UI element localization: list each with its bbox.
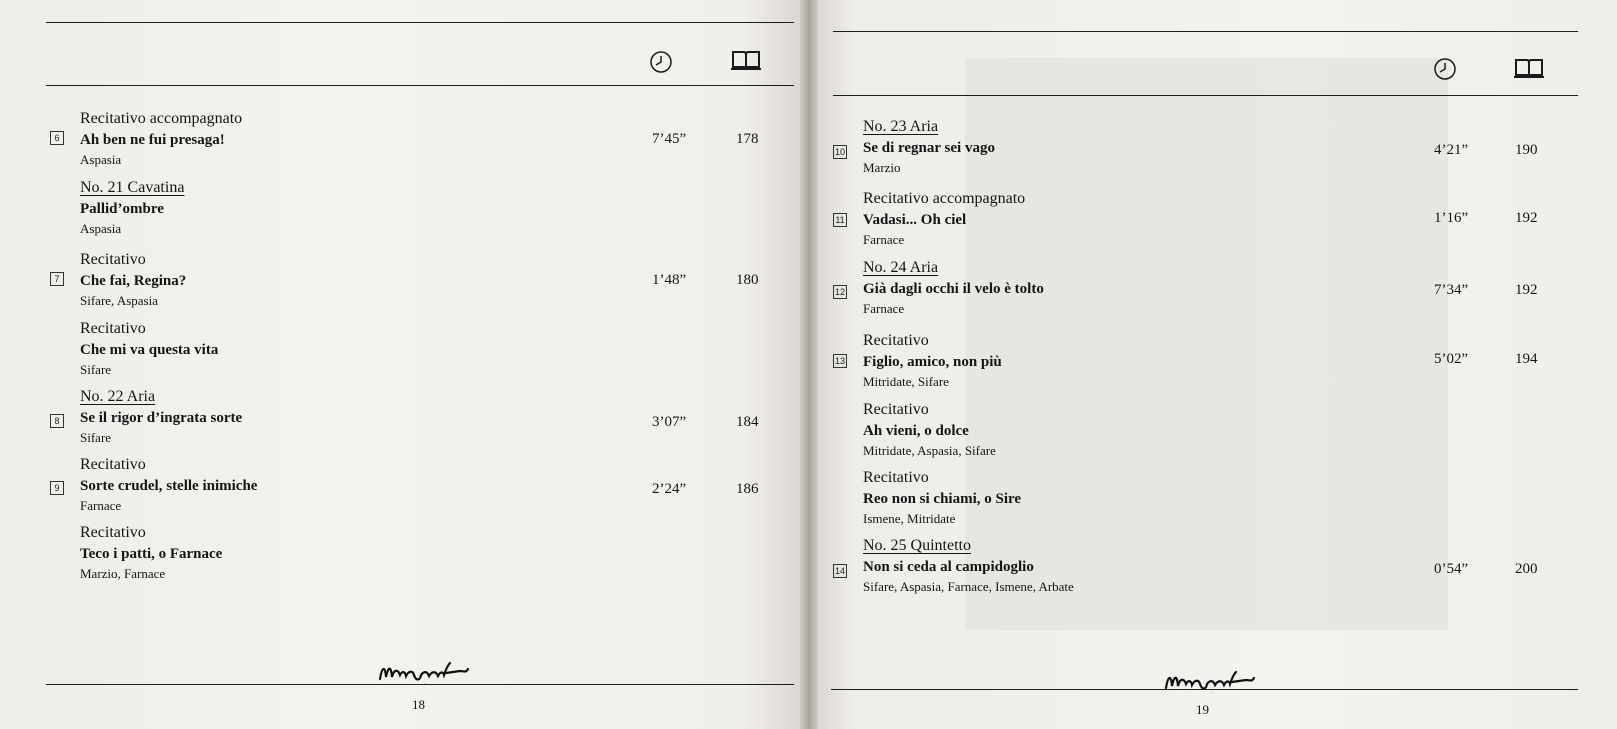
entry-title: Non si ceda al campidoglio xyxy=(863,559,1034,575)
list-item xyxy=(863,258,1044,318)
list-item xyxy=(80,178,184,238)
entry-cast: Aspasia xyxy=(80,221,122,236)
list-item xyxy=(863,331,1002,391)
entry-cast: Marzio xyxy=(863,160,901,175)
libretto-page: 190 xyxy=(1515,142,1538,158)
list-item xyxy=(80,387,242,447)
entry-type: No. 22 Aria xyxy=(80,388,156,405)
entry-type: Recitativo xyxy=(80,320,146,337)
entry-cast: Ismene, Mitridate xyxy=(863,511,956,526)
entry-title: Se il rigor d’ingrata sorte xyxy=(80,410,243,426)
entry-type: Recitativo xyxy=(80,456,146,473)
entry-cast: Farnace xyxy=(80,498,122,513)
track-number: 10 xyxy=(834,147,845,157)
entry-title: Pallid’ombre xyxy=(80,201,164,217)
book-icon xyxy=(730,50,762,72)
list-item xyxy=(80,319,218,379)
entry-type: No. 24 Aria xyxy=(863,259,939,276)
entry-title: Che mi va questa vita xyxy=(80,342,219,358)
libretto-page: 200 xyxy=(1515,561,1538,577)
entry-title: Se di regnar sei vago xyxy=(863,140,995,156)
track-number: 9 xyxy=(50,481,64,495)
entry-cast: Sifare xyxy=(80,362,112,377)
right-footer-rule xyxy=(831,689,1578,690)
track-duration: 1’16” xyxy=(1434,210,1469,226)
entry-cast: Marzio, Farnace xyxy=(80,566,166,581)
svg-text:Mozart: Mozart xyxy=(1210,693,1213,694)
list-item xyxy=(80,523,222,583)
book-gutter xyxy=(800,0,818,729)
track-duration: 7’45” xyxy=(652,131,687,147)
book-icon xyxy=(1513,58,1545,80)
list-item xyxy=(863,400,996,460)
list-item xyxy=(863,468,1021,528)
entry-cast: Farnace xyxy=(863,232,905,247)
list-item xyxy=(863,189,1025,249)
right-top-rule xyxy=(833,31,1578,32)
entry-type: No. 23 Aria xyxy=(863,118,939,135)
track-number: 12 xyxy=(834,287,845,297)
entry-title: Figlio, amico, non più xyxy=(863,354,1002,370)
entry-type: Recitativo accompagnato xyxy=(863,190,1026,207)
entry-cast: Mitridate, Sifare xyxy=(863,374,949,389)
list-item xyxy=(80,250,186,310)
track-number: 13 xyxy=(834,356,845,366)
left-header-rule xyxy=(46,85,794,86)
libretto-page: 192 xyxy=(1515,282,1538,298)
track-number: 7 xyxy=(50,272,64,286)
track-number: 14 xyxy=(834,566,845,576)
entry-cast: Sifare, Aspasia xyxy=(80,293,158,308)
entry-type: Recitativo xyxy=(863,469,929,486)
clock-icon xyxy=(649,50,673,74)
track-duration: 2’24” xyxy=(652,481,687,497)
track-duration: 3’07” xyxy=(652,414,687,430)
entry-title: Reo non si chiami, o Sire xyxy=(863,491,1022,507)
entry-cast: Mitridate, Aspasia, Sifare xyxy=(863,443,996,458)
page-number: 18 xyxy=(412,697,425,712)
right-header-rule xyxy=(833,95,1578,96)
entry-type: Recitativo accompagnato xyxy=(80,110,243,127)
libretto-page: 192 xyxy=(1515,210,1538,226)
track-duration: 1’48” xyxy=(652,272,687,288)
entry-title: Ah vieni, o dolce xyxy=(863,423,969,439)
entry-cast: Aspasia xyxy=(80,152,122,167)
entry-type: No. 25 Quintetto xyxy=(863,537,971,554)
libretto-page: 186 xyxy=(736,481,759,497)
entry-title: Che fai, Regina? xyxy=(80,273,187,289)
libretto-page: 178 xyxy=(736,131,759,147)
entry-title: Vadasi... Oh ciel xyxy=(863,212,967,228)
libretto-page: 184 xyxy=(736,414,759,430)
list-item xyxy=(863,536,1074,596)
libretto-page: 194 xyxy=(1515,351,1538,367)
left-footer-rule xyxy=(46,684,794,685)
entry-type: Recitativo xyxy=(863,332,929,349)
entry-title: Teco i patti, o Farnace xyxy=(80,546,223,562)
libretto-page: 180 xyxy=(736,272,759,288)
entry-type: No. 21 Cavatina xyxy=(80,179,185,196)
track-duration: 4’21” xyxy=(1434,142,1469,158)
track-duration: 0’54” xyxy=(1434,561,1469,577)
clock-icon xyxy=(1433,57,1457,81)
mozart-signature-logo xyxy=(1162,668,1258,696)
entry-cast: Sifare, Aspasia, Farnace, Ismene, Arbate xyxy=(863,579,1074,594)
entry-type: Recitativo xyxy=(863,401,929,418)
entry-title: Sorte crudel, stelle inimiche xyxy=(80,478,258,494)
entry-cast: Sifare xyxy=(80,430,112,445)
entry-title: Ah ben ne fui presaga! xyxy=(80,132,225,148)
list-item xyxy=(863,117,995,177)
page-number: 19 xyxy=(1196,702,1209,717)
list-item xyxy=(80,455,257,515)
entry-type: Recitativo xyxy=(80,251,146,268)
track-duration: 5’02” xyxy=(1434,351,1469,367)
track-number: 6 xyxy=(50,131,64,145)
track-number: 8 xyxy=(50,414,64,428)
entry-cast: Farnace xyxy=(863,301,905,316)
left-top-rule xyxy=(46,22,794,23)
list-item xyxy=(80,109,242,169)
track-number: 11 xyxy=(833,213,847,227)
track-duration: 7’34” xyxy=(1434,282,1469,298)
entry-title: Già dagli occhi il velo è tolto xyxy=(863,281,1044,297)
entry-type: Recitativo xyxy=(80,524,146,541)
mozart-signature-logo xyxy=(376,659,472,687)
